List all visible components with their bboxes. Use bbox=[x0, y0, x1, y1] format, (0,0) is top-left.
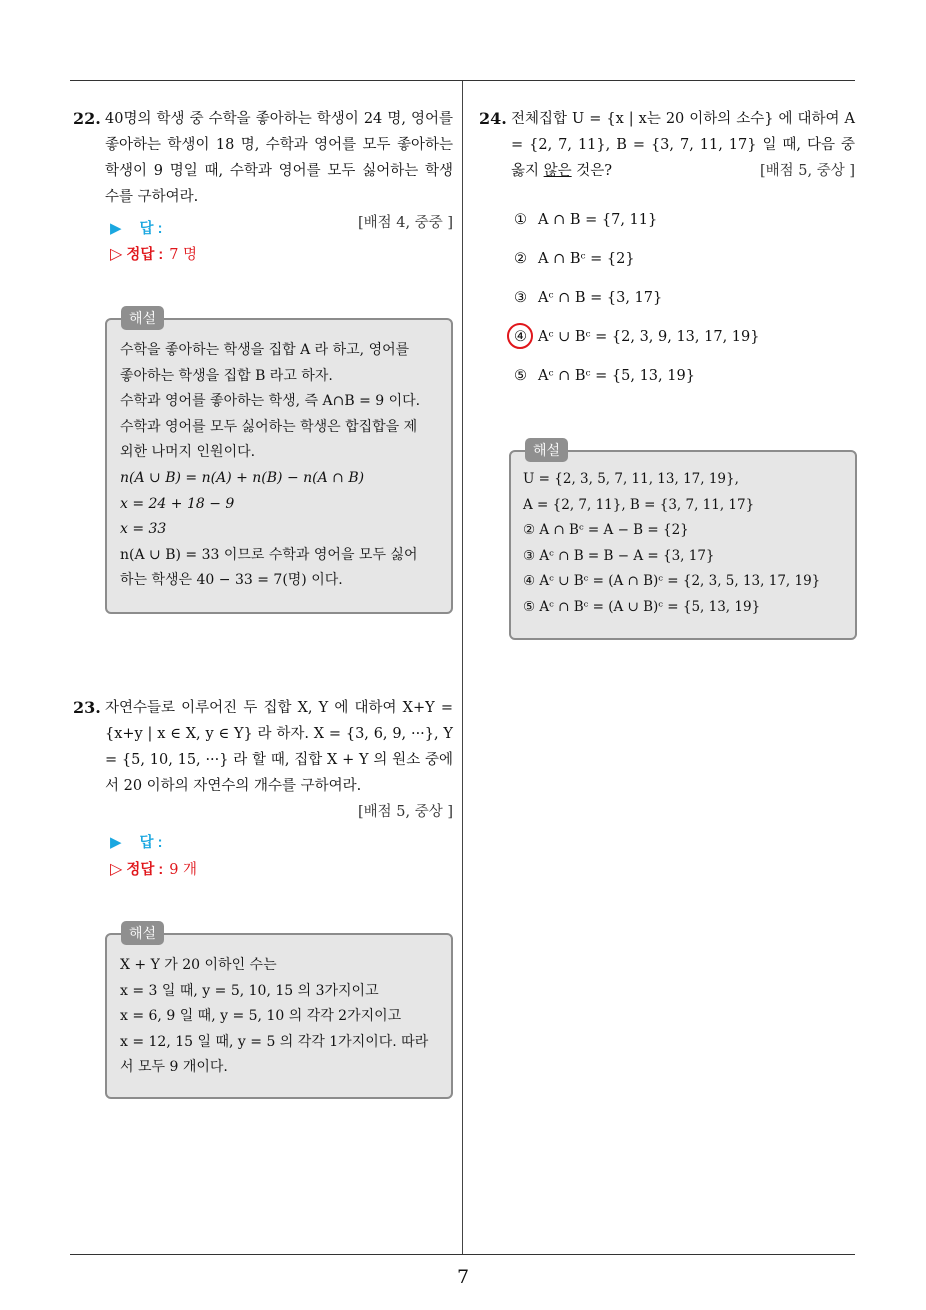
solution-line: ④ Aᶜ ∪ Bᶜ = (A ∩ B)ᶜ = {2, 3, 5, 13, 17, 19} bbox=[523, 573, 821, 590]
problem-text-main: 전체집합 U = {x | x는 20 이하의 소수} 에 대하여 A = {2, 7, 11}, B = {3, 7, 11, 17} 일 때, 다음 중 옳지 bbox=[511, 111, 855, 179]
solution-box bbox=[105, 925, 453, 1099]
solution-body bbox=[107, 935, 451, 1081]
solution-line: x = 6, 9 일 때, y = 5, 10 의 각각 2가지이고 bbox=[120, 1008, 402, 1025]
selected-choice-circle bbox=[507, 323, 533, 349]
choice-number: ⑤ bbox=[514, 368, 527, 384]
choice-number: ④ bbox=[514, 329, 527, 345]
solution-line: ⑤ Aᶜ ∩ Bᶜ = (A ∪ B)ᶜ = {5, 13, 19} bbox=[523, 598, 761, 615]
points-info: [배점 5, 중상 ] bbox=[357, 804, 453, 820]
points-info: [배점 5, 중상 ] bbox=[759, 163, 855, 179]
choice-4[interactable] bbox=[514, 329, 759, 345]
problem-number: 22. bbox=[73, 109, 101, 128]
solution-line: 수학을 좋아하는 학생을 집합 A 라 하고, 영어를 bbox=[120, 342, 410, 358]
problem-23 bbox=[73, 695, 453, 825]
solution-line: 수학과 영어를 좋아하는 학생, 즉 A∩B = 9 이다. bbox=[120, 393, 421, 410]
page-number: 7 bbox=[456, 1266, 470, 1288]
choice-5[interactable] bbox=[514, 368, 695, 384]
solution-tab: 해설 bbox=[525, 438, 568, 462]
correct-answer-line bbox=[110, 243, 197, 264]
problem-text: 자연수들로 이루어진 두 집합 X, Y 에 대하여 X+Y = {x+y | x ∈ X, y ∈ Y} 라 하자. X = {3, 6, 9, ···}, Y = {5, 10, 15, ···} 라 할 때, 집합 X + Y 의 원소 중에서 20 이하의 자연수의 개수를 구하여라. bbox=[105, 700, 453, 794]
solution-body bbox=[107, 320, 451, 594]
solution-line: x = 12, 15 일 때, y = 5 의 각각 1가지이다. 따라 bbox=[120, 1033, 429, 1050]
choice-3[interactable] bbox=[514, 290, 662, 306]
correct-value: 7 명 bbox=[169, 247, 198, 263]
column-divider bbox=[462, 81, 463, 1254]
choice-2[interactable] bbox=[514, 251, 635, 267]
solution-tab: 해설 bbox=[121, 306, 164, 330]
choice-text: A ∩ Bᶜ = {2} bbox=[538, 251, 635, 267]
problem-number: 23. bbox=[73, 698, 101, 717]
solution-line: n(A ∪ B) = n(A) + n(B) − n(A ∩ B) bbox=[120, 469, 365, 486]
choice-text: Aᶜ ∩ Bᶜ = {5, 13, 19} bbox=[538, 368, 695, 384]
problem-text-end: 것은? bbox=[571, 163, 613, 179]
answer-line[interactable] bbox=[110, 831, 162, 852]
solution-line: 좋아하는 학생을 집합 B 라고 하자. bbox=[120, 367, 333, 384]
choice-number: ① bbox=[514, 212, 527, 228]
outline-triangle-icon: ▷ bbox=[110, 246, 123, 263]
correct-answer-line bbox=[110, 858, 197, 879]
problem-24 bbox=[479, 106, 855, 184]
solution-box bbox=[509, 442, 857, 640]
solution-line: ③ Aᶜ ∩ B = B − A = {3, 17} bbox=[523, 547, 715, 564]
solution-box bbox=[105, 310, 453, 614]
bottom-rule bbox=[70, 1254, 855, 1255]
solution-line: ② A ∩ Bᶜ = A − B = {2} bbox=[523, 522, 689, 539]
solution-line: x = 24 + 18 − 9 bbox=[120, 495, 235, 512]
solution-line: A = {2, 7, 11}, B = {3, 7, 11, 17} bbox=[523, 496, 755, 513]
choice-text: Aᶜ ∩ B = {3, 17} bbox=[538, 290, 663, 306]
answer-label: 답 : bbox=[139, 835, 163, 851]
solution-line: 하는 학생은 40 − 33 = 7(명) 이다. bbox=[120, 572, 343, 589]
correct-label: 정답 : bbox=[126, 862, 164, 878]
solution-line: 외한 나머지 인원이다. bbox=[120, 444, 256, 461]
problem-text-underlined: 않은 bbox=[543, 163, 572, 179]
correct-label: 정답 : bbox=[126, 247, 164, 263]
solution-line: X + Y 가 20 이하인 수는 bbox=[120, 957, 277, 973]
solution-tab: 해설 bbox=[121, 921, 164, 945]
problem-number: 24. bbox=[479, 109, 507, 128]
choice-text: Aᶜ ∪ Bᶜ = {2, 3, 9, 13, 17, 19} bbox=[538, 329, 760, 345]
answer-line[interactable] bbox=[110, 217, 162, 238]
solution-line: 수학과 영어를 모두 싫어하는 학생은 합집합을 제 bbox=[120, 418, 418, 435]
play-triangle-icon: ▶ bbox=[110, 834, 122, 851]
choice-text: A ∩ B = {7, 11} bbox=[538, 212, 658, 228]
play-triangle-icon: ▶ bbox=[110, 220, 122, 237]
solution-line: x = 33 bbox=[120, 521, 167, 538]
points-info: [배점 4, 중중 ] bbox=[357, 215, 453, 231]
solution-line: U = {2, 3, 5, 7, 11, 13, 17, 19}, bbox=[523, 471, 739, 487]
choice-number: ③ bbox=[514, 290, 527, 306]
choice-1[interactable] bbox=[514, 212, 657, 228]
solution-line: x = 3 일 때, y = 5, 10, 15 의 3가지이고 bbox=[120, 982, 379, 999]
solution-line: 서 모두 9 개이다. bbox=[120, 1059, 228, 1076]
solution-body bbox=[511, 452, 855, 621]
outline-triangle-icon: ▷ bbox=[110, 861, 123, 878]
answer-label: 답 : bbox=[139, 221, 163, 237]
problem-text: 40명의 학생 중 수학을 좋아하는 학생이 24 명, 영어를 좋아하는 학생이 18 명, 수학과 영어를 모두 좋아하는 학생이 9 명일 때, 수학과 영어를 모두 싫어하는 학생 수를 구하여라. bbox=[105, 111, 453, 205]
correct-value: 9 개 bbox=[169, 862, 198, 878]
solution-line: n(A ∪ B) = 33 이므로 수학과 영어을 모두 싫어 bbox=[120, 546, 418, 563]
choice-number: ② bbox=[514, 251, 527, 267]
